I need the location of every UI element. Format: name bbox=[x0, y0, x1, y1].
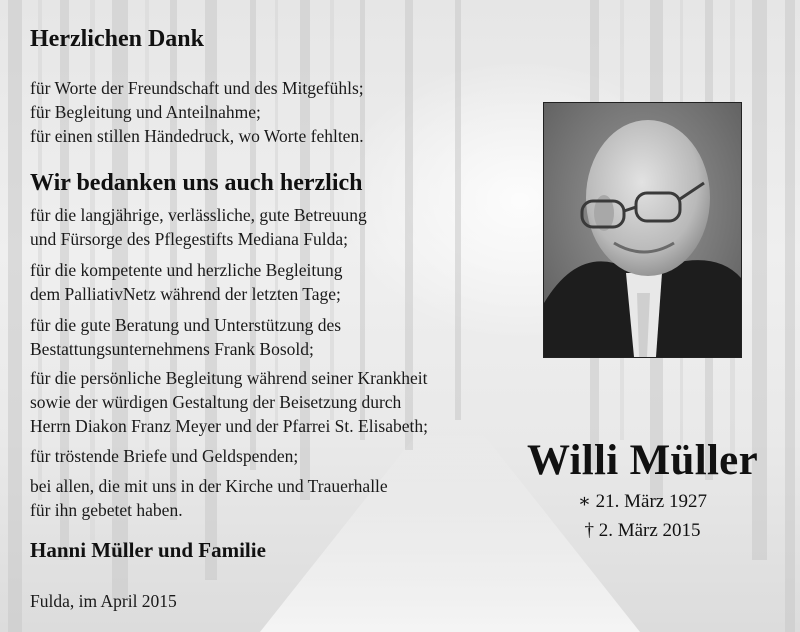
place-date: Fulda, im April 2015 bbox=[30, 591, 177, 611]
thanks-item: für tröstende Briefe und Geldspenden; bbox=[30, 446, 299, 466]
deceased-name: Willi Müller bbox=[527, 437, 758, 484]
thanks-item: für die persönliche Begleitung während seiner Krankheit sowie der würdigen Gestaltung der Beisetzung durch Herrn Diakon Franz Meyer und der Pfarrei St. Elisabeth; bbox=[30, 368, 429, 436]
portrait-photo bbox=[543, 102, 742, 358]
signature: Hanni Müller und Familie bbox=[30, 538, 266, 562]
intro-text: für Worte der Freundschaft und des Mitgefühls; für Begleitung und Anteilnahme; für einen stillen Händedruck, wo Worte fehlten. bbox=[30, 78, 364, 146]
thanks-item: für die langjährige, verlässliche, gute Betreuung und Fürsorge des Pflegestifts Mediana Fulda; bbox=[30, 205, 367, 249]
also-thanks-heading: Wir bedanken uns auch herzlich bbox=[30, 170, 363, 196]
death-date: † 2. März 2015 bbox=[584, 520, 701, 541]
thanks-item: bei allen, die mit uns in der Kirche und Trauerhalle für ihn gebetet haben. bbox=[30, 476, 388, 520]
birth-date: ∗ 21. März 1927 bbox=[577, 491, 707, 512]
thanks-item: für die gute Beratung und Unterstützung des Bestattungsunternehmens Frank Bosold; bbox=[30, 315, 342, 359]
thanks-item: für die kompetente und herzliche Begleitung dem PalliativNetz während der letzten Tage; bbox=[30, 260, 343, 304]
thanks-heading: Herzlichen Dank bbox=[30, 26, 204, 52]
